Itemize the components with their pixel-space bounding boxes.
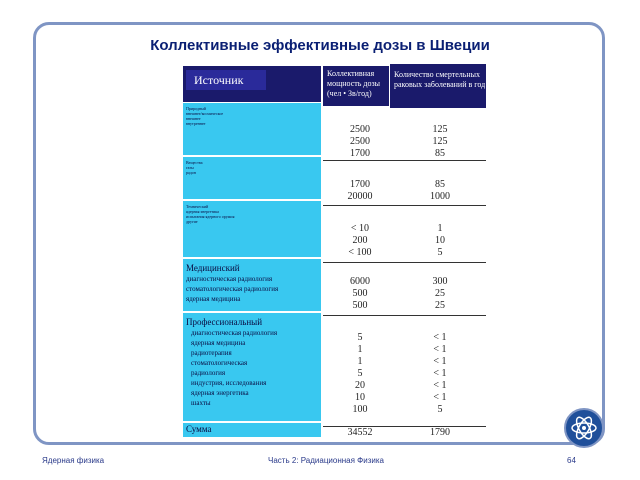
category-medical-items: диагностическая радиология стоматологическая радиология ядерная медицина [186,275,279,303]
occupational-deaths-values: < 1 < 1 < 1 < 1 < 1 < 1 5 [433,332,447,415]
divider-line [323,315,486,316]
category-technical-text: Технический ядерная энергетика испытания ядерного оружия другие [186,204,235,224]
dose-column-header: Коллективная мощность дозы (чел • Зв/год) [323,66,389,106]
total-row [183,423,321,437]
source-column-header: Источник [186,70,266,90]
category-natural-text: Природный внешнее/космическое внешнее внутреннее [186,106,224,126]
medical-deaths-values: 300 25 25 [432,276,448,311]
category-occupational-items: диагностическая радиология ядерная медицина радиотерапия стоматологическая радиология индустрия, исследования ядерная энергетика шахты [191,329,278,407]
total-deaths: 1790 [430,427,450,438]
total-label: Сумма [186,424,212,434]
medical-dose-values: 6000 500 500 [350,276,370,311]
technical-deaths-values: 1 10 5 [435,223,445,258]
atom-icon [566,410,602,446]
category-technical [183,201,321,257]
slide-title: Коллективные эффективные дозы в Швеции [150,37,490,54]
total-dose: 34552 [347,427,373,438]
category-natural [183,103,321,155]
category-substances [183,157,321,199]
deaths-column-header: Количество смертельных раковых заболеваний в год [390,64,486,108]
category-medical-title: Медицинский [186,263,240,273]
substances-deaths-values: 85 1000 [430,179,450,202]
divider-line [323,205,486,206]
page-number: 64 [567,456,576,465]
category-medical [183,259,321,311]
natural-dose-values: 2500 2500 1700 [350,124,370,159]
footer-part: Часть 2: Радиационная Физика [268,456,384,465]
category-substances-text: Вещества газы радон [186,160,203,175]
occupational-dose-values: 5 1 1 5 20 10 100 [352,332,368,415]
footer-course: Ядерная физика [42,456,105,465]
natural-deaths-values: 125 125 85 [432,124,448,159]
divider-line [323,160,486,161]
substances-dose-values: 1700 20000 [347,179,373,202]
category-occupational [183,313,321,421]
category-occupational-title: Профессиональный [186,317,263,327]
divider-line [323,262,486,263]
iaea-logo [564,408,604,448]
technical-dose-values: < 10 200 < 100 [348,223,372,258]
